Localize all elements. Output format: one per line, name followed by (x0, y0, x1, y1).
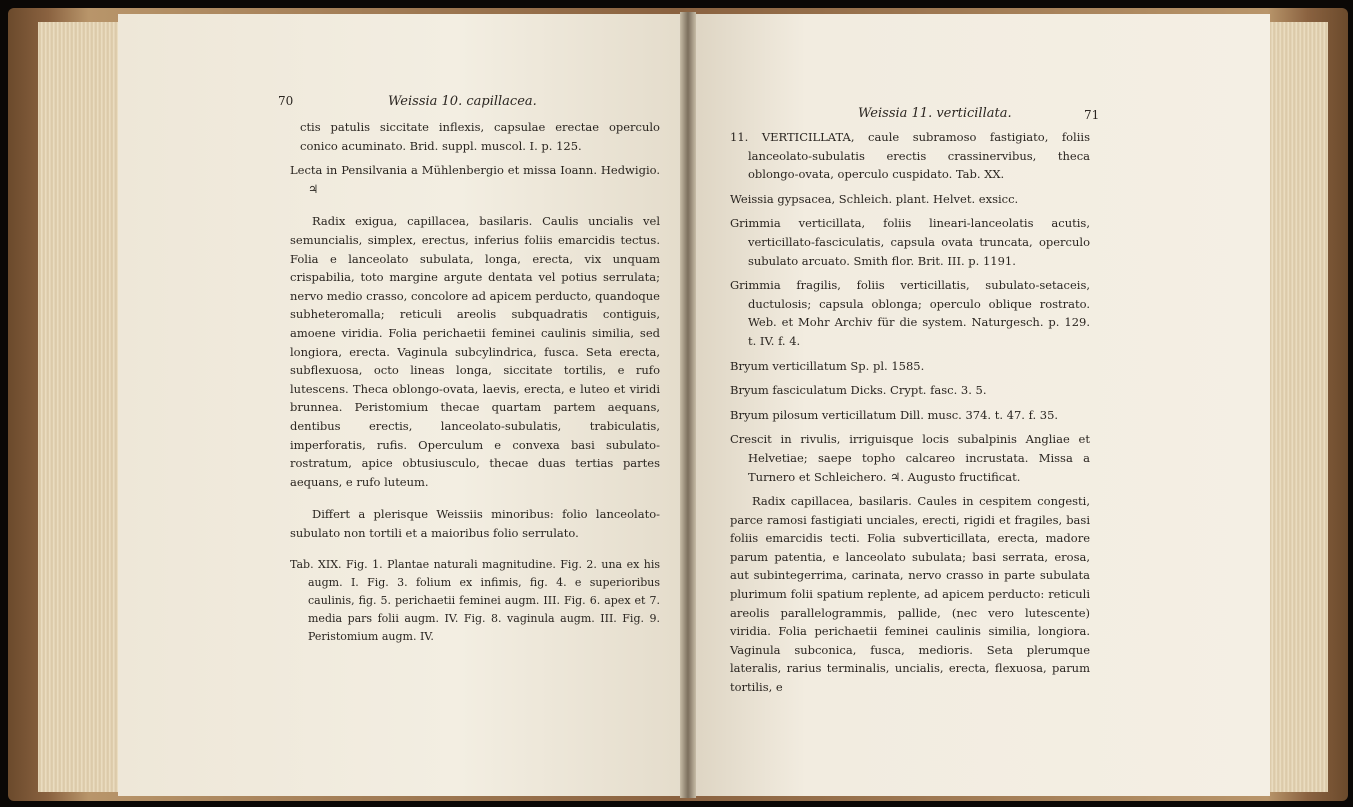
left-page-number: 70 (278, 94, 294, 108)
right-paragraph-2: Weissia gypsacea, Schleich. plant. Helvet. exsicc. (730, 191, 1019, 206)
right-paragraph-1: 11. VERTICILLATA, caule subramoso fastigiato, foliis lanceolato-subulatis erectis crassinervibus, theca oblongo-ovata, operculo cuspidato. Tab. XX. (730, 130, 1090, 182)
right-paragraph-7: Bryum pilosum verticillatum Dill. musc. 374. t. 47. f. 35. (730, 407, 1059, 422)
left-paragraph-1: ctis patulis siccitate inflexis, capsulae erectae operculo conico acuminato. Brid. suppl. muscol. I. p. 125. (300, 120, 660, 153)
left-paragraph-4: Differt a plerisque Weissiis minoribus: folio lanceolato-subulato non tortili et a maioribus folio serrulato. (290, 507, 660, 540)
right-paragraph-8: Crescit in rivulis, irriguisque locis subalpinis Angliae et Helvetiae; saepe topho calcareo incrustata. Missa a Turnero et Schleichero. ♃. Augusto fructificat. (730, 432, 1090, 484)
book (8, 8, 1348, 801)
right-page-text (730, 128, 1090, 703)
left-paragraph-2: Lecta in Pensilvania a Mühlenbergio et missa Ioann. Hedwigio. ♃ (290, 163, 660, 196)
left-page-text (290, 118, 660, 652)
book-gutter (680, 12, 696, 798)
right-paragraph-5: Bryum verticillatum Sp. pl. 1585. (730, 358, 925, 373)
right-page (690, 14, 1270, 796)
left-running-head: Weissia 10. capillacea. (388, 94, 537, 109)
right-paragraph-4: Grimmia fragilis, foliis verticillatis, subulato-setaceis, ductulosis; capsula oblonga; operculo oblique rostrato. Web. et Mohr Archiv für die system. Naturgesch. p. 129. t. IV. f. 4. (730, 278, 1090, 348)
right-page-number: 71 (1084, 108, 1100, 122)
right-paragraph-9: Radix capillacea, basilaris. Caules in cespitem congesti, parce ramosi fastigiati unciales, erecti, rigidi et fragiles, basi foliis emarcidis tecti. Folia subverticillata, erecta, madore parum patentia, e lanceolato subulata; basi serrata, erosa, aut subintegerrima, carinata, nervo crasso in parte subulata plurimum folii spatium replente, ad apicem perducto: reticuli areolis parallelogrammis, pallide, (nec vero lutescente) viridia. Folia perichaetii feminei caulinis similia, longiora. Vaginula subconica, fusca, medioris. Seta plerumque lateralis, rarius terminalis, uncialis, erecta, flexuosa, parum tortilis, e (730, 494, 1090, 695)
right-paragraph-6: Bryum fasciculatum Dicks. Crypt. fasc. 3. 5. (730, 383, 987, 398)
left-page (118, 14, 686, 796)
left-paragraph-5: Tab. XIX. Fig. 1. Plantae naturali magnitudine. Fig. 2. una ex his augm. I. Fig. 3. folium ex infimis, fig. 4. e superioribus caulinis, fig. 5. perichaetii feminei augm. III. Fig. 6. apex et 7. media pars folii augm. IV. Fig. 8. vaginula augm. III. Fig. 9. Peristomium augm. IV. (290, 558, 660, 644)
right-paragraph-3: Grimmia verticillata, foliis lineari-lanceolatis acutis, verticillato-fasciculatis, capsula ovata truncata, operculo subulato arcuato. Smith flor. Brit. III. p. 1191. (730, 216, 1090, 268)
right-running-head: Weissia 11. verticillata. (858, 106, 1012, 121)
page-edges-left (38, 22, 128, 792)
left-paragraph-3: Radix exigua, capillacea, basilaris. Caulis uncialis vel semuncialis, simplex, erectus, inferius foliis emarcidis tectus. Folia e lanceolato subulata, longa, erecta, vix unquam crispabilia, toto margine argute dentata vel potius serrulata; nervo medio crasso, concolore ad apicem perducto, quandoque subheteromalla; reticuli areolis subquadratis contiguis, amoene viridia. Folia perichaetii feminei caulinis similia, sed longiora, erecta. Vaginula subcylindrica, fusca. Seta erecta, subflexuosa, octo lineas longa, siccitate tortilis, e rufo lutescens. Theca oblongo-ovata, laevis, erecta, e luteo et viridi brunnea. Peristomium thecae quartam partem aequans, dentibus erectis, lanceolato-subulatis, trabiculatis, imperforatis, rufis. Operculum e convexa basi subulato-rostratum, apice obtusiusculo, thecae duas tertias partes aequans, e rufo luteum. (290, 214, 660, 489)
